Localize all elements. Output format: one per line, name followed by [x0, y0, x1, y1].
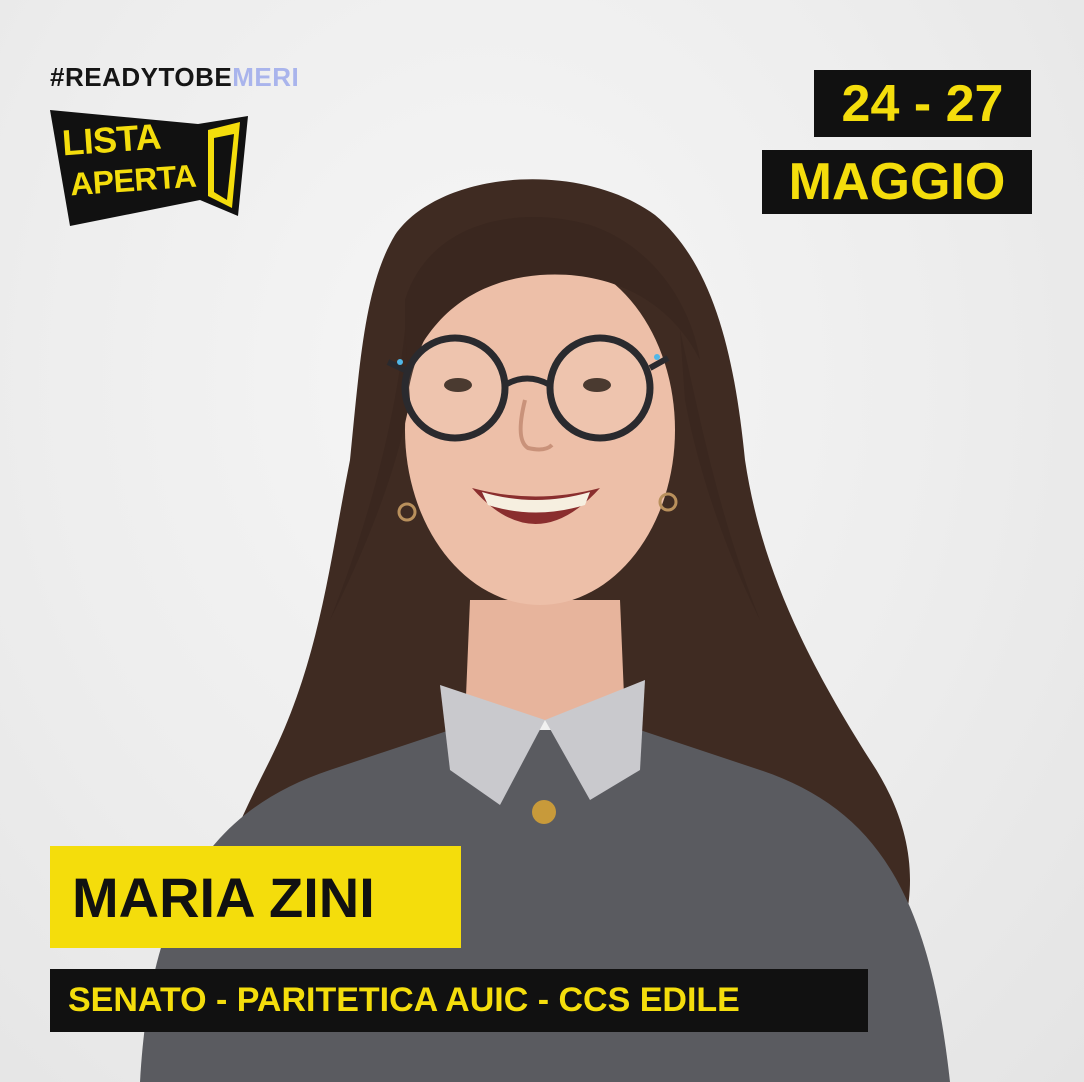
lista-aperta-logo	[48, 108, 258, 230]
logo-line1: LISTA	[60, 115, 163, 164]
hashtag-main: #READYTOBE	[50, 62, 233, 92]
pendant	[532, 800, 556, 824]
campaign-hashtag	[50, 62, 299, 93]
election-month: MAGGIO	[762, 150, 1032, 214]
election-date-range: 24 - 27	[814, 70, 1031, 137]
hashtag-accent: MERI	[232, 62, 300, 92]
candidate-roles: SENATO - PARITETICA AUIC - CCS EDILE	[50, 969, 868, 1032]
candidate-name: MARIA ZINI	[50, 846, 461, 948]
logo-line2: APERTA	[68, 157, 198, 203]
